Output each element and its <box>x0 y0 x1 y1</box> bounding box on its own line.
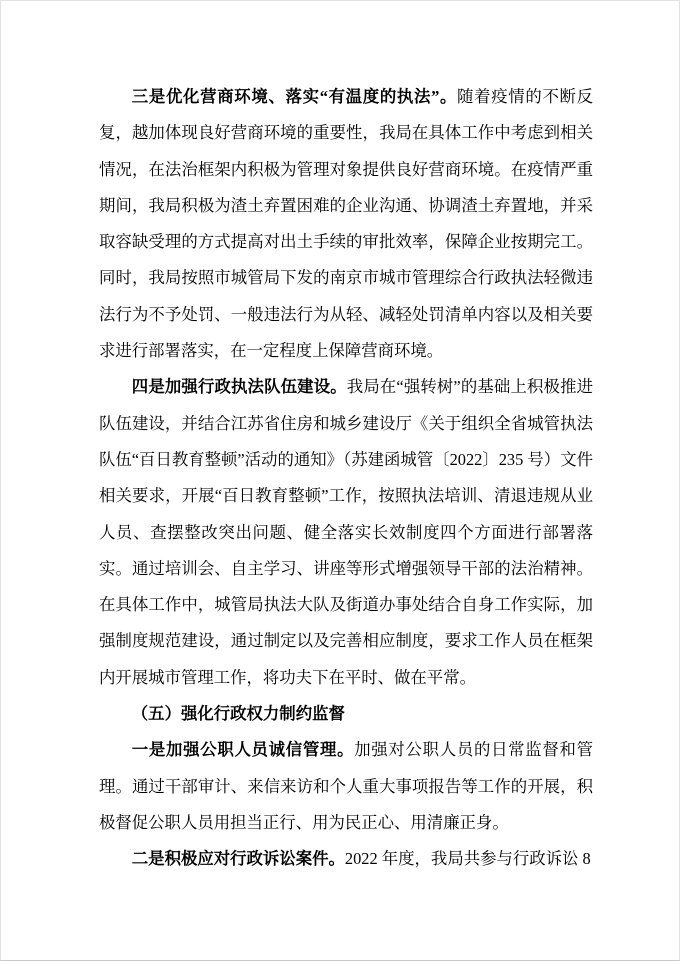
paragraph-body: 我局在“强转树”的基础上积极推进队伍建设，并结合江苏省住房和城乡建设厅《关于组织全省城管执法队伍“百日教育整顿”活动的通知》（苏建函城管〔2022〕235 号）文件相关要求，开展“百日教育整顿”工作，按照执法培训、清退违规从业人员、查摆整改突出问题、健全落实长效制度四个方面进行部署落实。通过培训会、自主学习、讲座等形式增强领导干部的法治精神。在具体工作中，城管局执法大队及街道办事处结合自身工作实际，加强制度规范建设，通过制定以及完善相应制度，要求工作人员在框架内开展城市管理工作，将功夫下在平时、做在平常。 <box>99 377 593 687</box>
paragraph-lead: 二是积极应对行政诉讼案件。 <box>131 849 345 869</box>
paragraph-lead: 四是加强行政执法队伍建设。 <box>131 377 347 397</box>
paragraph-lead: 三是优化营商环境、落实“有温度的执法”。 <box>131 87 458 106</box>
paragraph-body: 随着疫情的不断反复，越加体现良好营商环境的重要性，我局在具体工作中考虑到相关情况，在法治框架内积极为管理对象提供良好营商环境。在疫情严重期间，我局积极为渣土弃置困难的企业沟通、协调渣土弃置地，并采取容缺受理的方式提高对出土手续的审批效率，保障企业按期完工。同时，我局按照市城管局下发的南京市城市管理综合行政执法轻微违法行为不予处罚、一般违法行为从轻、减轻处罚清单内容以及相关要求进行部署落实，在一定程度上保障营商环境。 <box>99 87 594 361</box>
paragraph-body: 2022 年度，我局共参与行政诉讼 8 <box>344 849 591 869</box>
paragraph <box>99 841 593 877</box>
document-content <box>99 79 593 878</box>
paragraph <box>99 369 593 696</box>
section-heading-text: （五）强化行政权力制约监督 <box>131 704 345 724</box>
paragraph-body: 加强对公职人员的日常监督和管理。通过干部审计、来信来访和个人重大事项报告等工作的开展，积极督促公职人员用担当正行、用为民正心、用清廉正身。 <box>99 740 593 832</box>
paragraph-lead: 一是加强公职人员诚信管理。 <box>131 740 355 760</box>
section-heading <box>99 696 593 732</box>
paragraph <box>99 79 593 369</box>
paragraph <box>99 732 593 841</box>
